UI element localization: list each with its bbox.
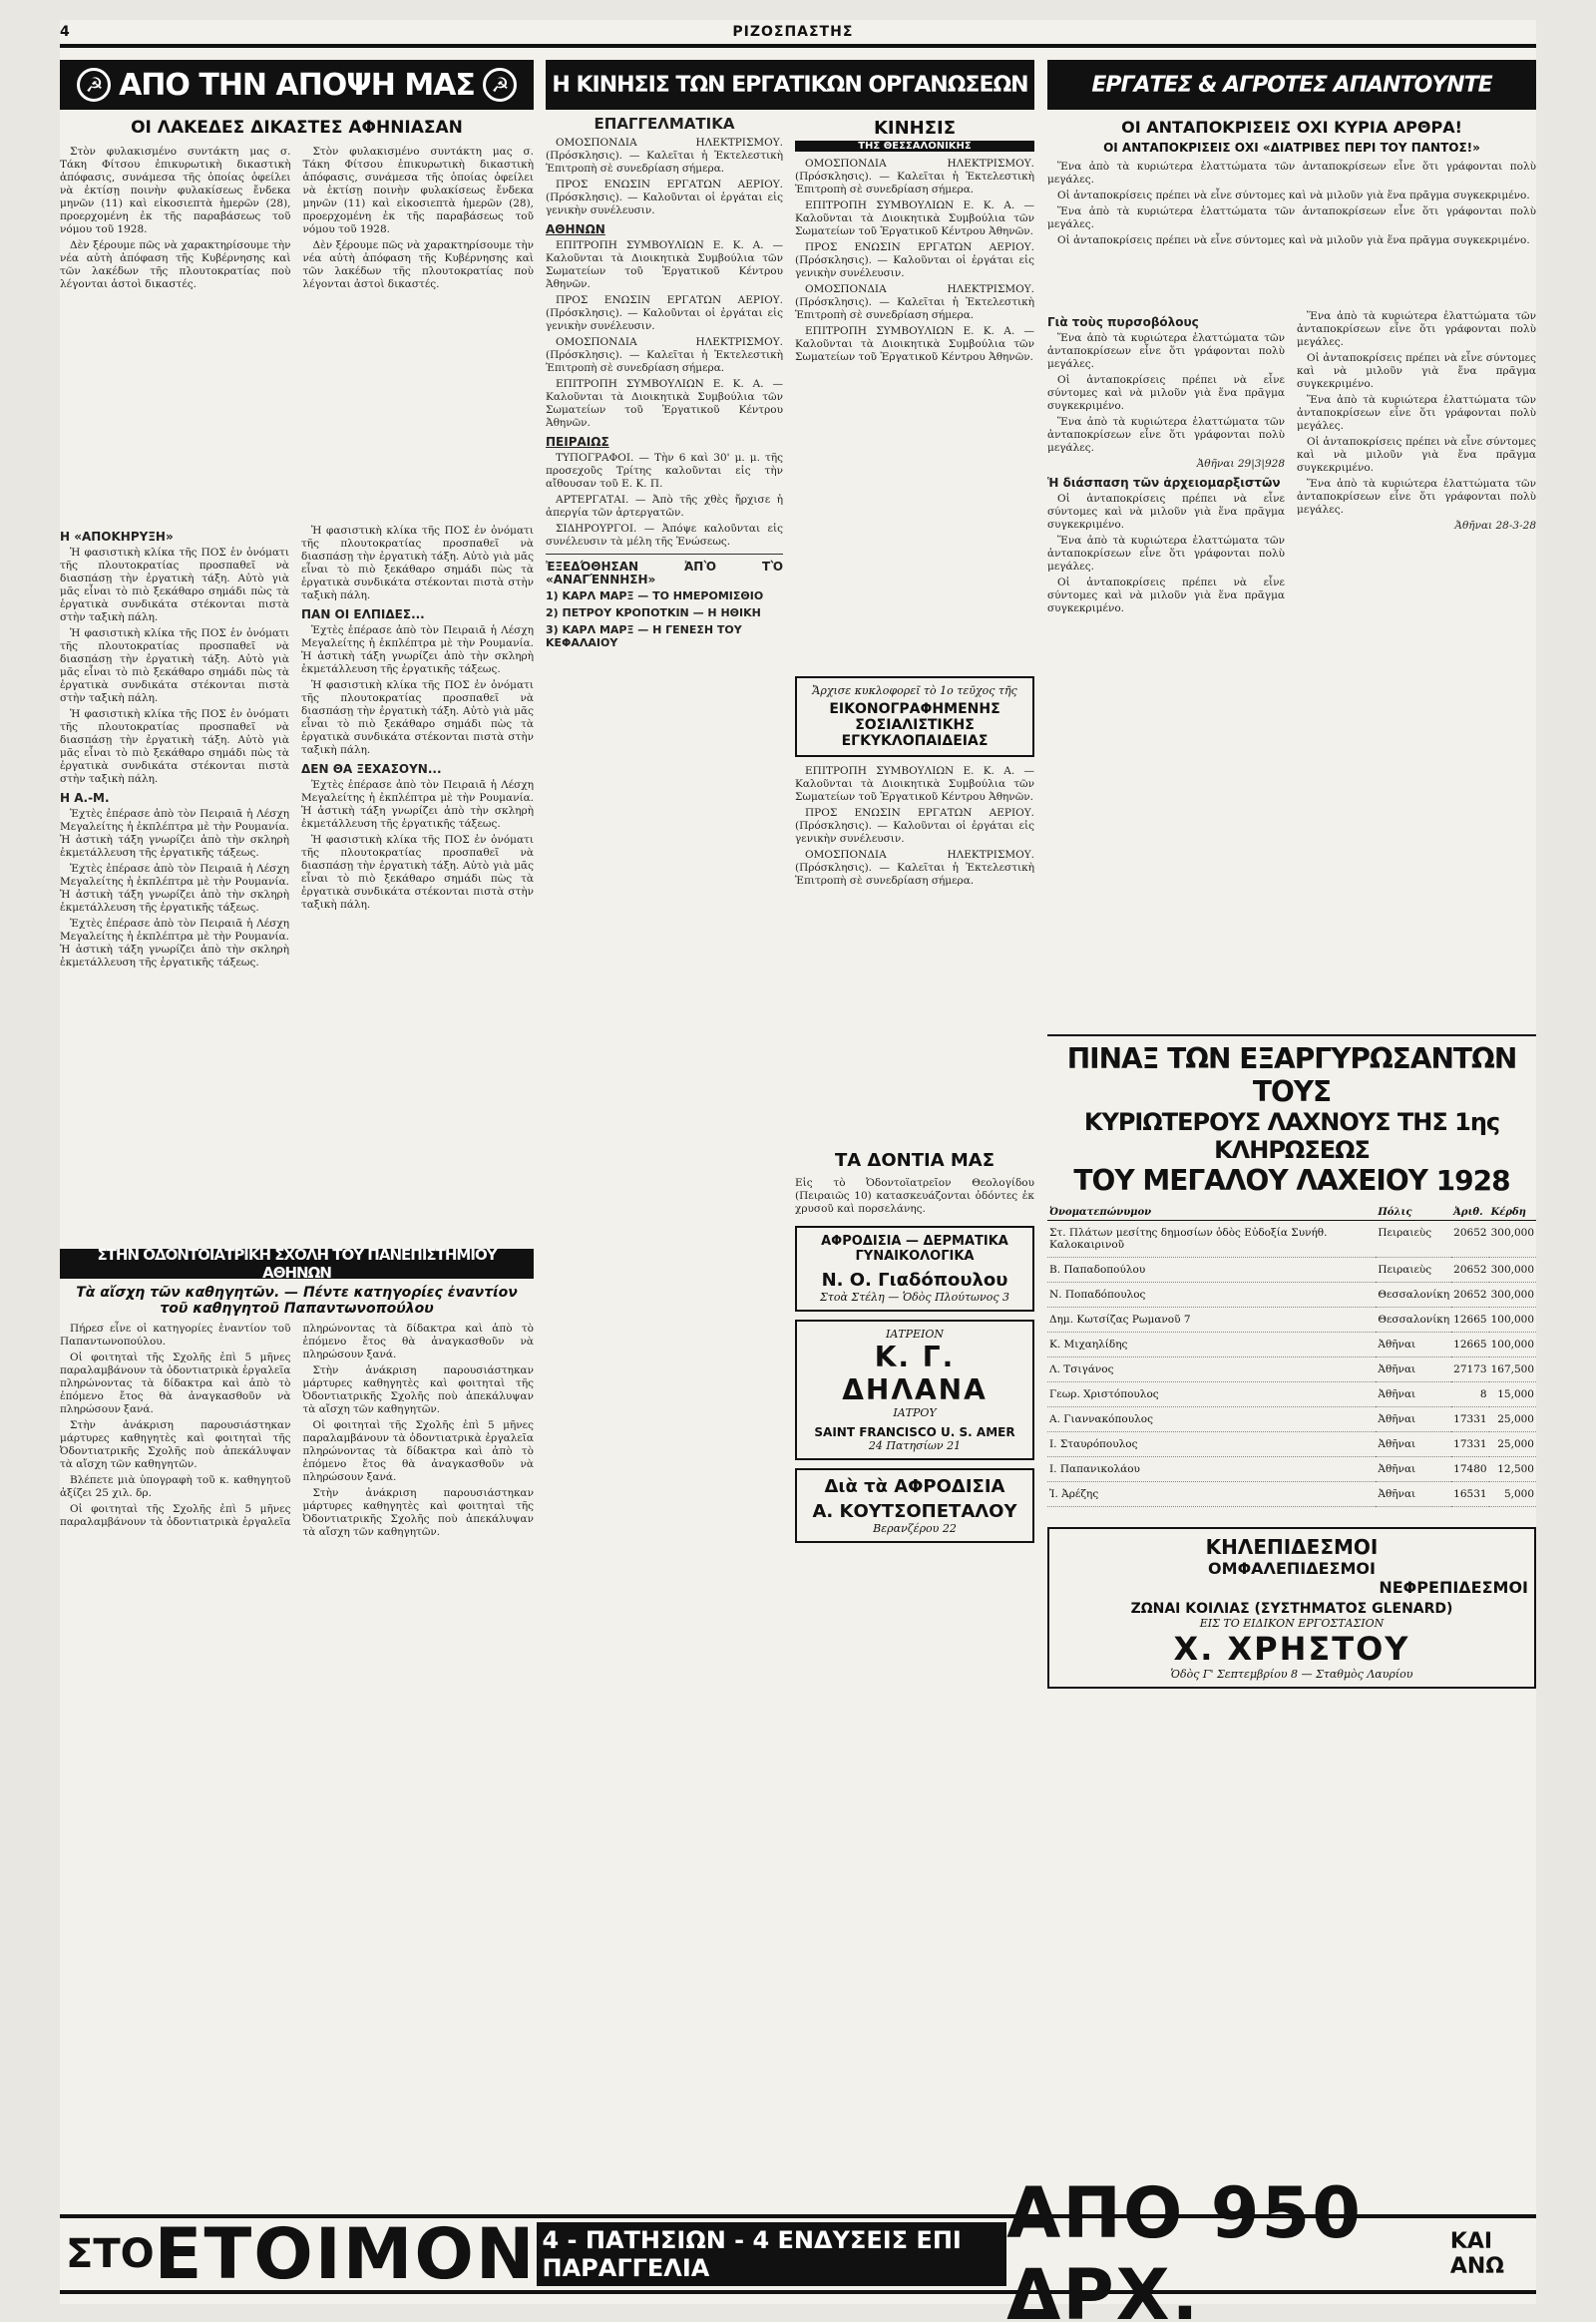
school-paragraph: Στὴν ἀνάκριση παρουσιάστηκαν μάρτυρες καθηγητὲς καὶ φοιτηταὶ τῆς Ὀδοντιατρικῆς Σχολῆς ποὺ ἀπεκάλυψαν τὰ αἴσχη τῶν καθηγητῶν. [302,1487,534,1538]
section-paragraph: Ἐχτὲς ἐπέρασε ἀπὸ τὸν Πειραιᾶ ἡ Λέσχη Μεγαλείτης ἡ ἐκπλέπτρα μὲ τὴν Ρουμανία. Ἡ ἀστικὴ τάξη γνωρίζει ἀπὸ τὴν σκληρὴ ἐκμετάλλευση τῆς ἐργατικῆς τάξεως. [301,624,534,675]
lottery-cell: Ἀθῆναι [1376,1382,1451,1407]
lottery-cell: Ἀθῆναι [1376,1357,1451,1382]
section-paragraph: Ἕνα ἀπὸ τὰ κυριώτερα ἐλαττώματα τῶν ἀνταποκρίσεων εἶνε ὅτι γράφονται πολὺ μεγάλες. [1297,478,1536,516]
bottom-advertisement [60,2172,1536,2322]
teeth-title: ΤΑ ΔΟΝΤΙΑ ΜΑΣ [834,1150,996,1171]
section-paragraph: Ἕνα ἀπὸ τὰ κυριώτερα ἐλαττώματα τῶν ἀνταποκρίσεων εἶνε ὅτι γράφονται πολὺ μεγάλες. [1047,332,1285,370]
section-paragraph: Ἡ φασιστικὴ κλίκα τῆς ΠΟΣ ἐν ὀνόματι τῆς πλουτοκρατίας προσπαθεῖ νὰ διασπάσῃ τὴν ἐργατικὴ τάξη. Αὐτὸ γιὰ μᾶς εἶναι τὸ πιὸ ξεκάθαρο σημάδι πὼς τὰ ἐργατικὰ συνδικάτα στέκονται πιστὰ στὴν ταξικὴ πάλη. [301,525,534,601]
section-paragraph: Ἕνα ἀπὸ τὰ κυριώτερα ἐλαττώματα τῶν ἀνταποκρίσεων εἶνε ὅτι γράφονται πολὺ μεγάλες. [1297,310,1536,348]
lottery-header: Ὀνοματεπώνυμον [1047,1205,1376,1221]
doctor-ad-1 [795,1226,1034,1312]
publications-title: ἘΞΕΔΌΘΗΣΑΝ ἈΠῸ ΤῸ «ΑΝΑΓΈΝΝΗΣΗ» [546,560,783,586]
subcolumn [1297,310,1536,1028]
ad-line: SAINT FRANCISCO U. S. AMER [814,1425,1015,1439]
subcolumn-labor [546,115,783,2182]
bottom-ad-part: 4 - ΠΑΤΗΣΙΩΝ - 4 ΕΝΔΥΣΕΙΣ ΕΠΙ ΠΑΡΑΓΓΕΛΙΑ [537,2222,1007,2286]
lottery-cell: Θεσσαλονίκη [1376,1283,1451,1308]
ad-line: ΚΗΛΕΠΙΔΕΣΜΟΙ [1205,1535,1379,1559]
section-paragraph: Ἐχτὲς ἐπέρασε ἀπὸ τὸν Πειραιᾶ ἡ Λέσχη Μεγαλείτης ἡ ἐκπλέπτρα μὲ τὴν Ρουμανία. Ἡ ἀστικὴ τάξη γνωρίζει ἀπὸ τὴν σκληρὴ ἐκμετάλλευση τῆς ἐργατικῆς τάξεως. [301,779,534,830]
labor-headline: ΕΠΑΓΓΕΛΜΑΤΙΚΑ [594,115,735,133]
lottery-title: ΤΟΥ ΜΕΓΑΛΟΥ ΛΑΧΕΙΟΥ 1928 [1073,1164,1510,1197]
section-paragraph: Ἐχτὲς ἐπέρασε ἀπὸ τὸν Πειραιᾶ ἡ Λέσχη Μεγαλείτης ἡ ἐκπλέπτρα μὲ τὴν Ρουμανία. Ἡ ἀστικὴ τάξη γνωρίζει ἀπὸ τὴν σκληρὴ ἐκμετάλλευση τῆς ἐργατικῆς τάξεως. [60,863,289,914]
movement-subtitle: ΤΗΣ ΘΕΣΣΑΛΟΝΙΚΗΣ [795,141,1034,152]
section-title: Η «ΑΠΟΚΗΡΥΞΗ» [60,530,174,544]
lottery-cell: 12,500 [1489,1457,1536,1482]
article-paragraph: Δὲν ξέρουμε πῶς νὰ χαρακτηρίσουμε τὴν νέα αὐτὴ ἀπόφαση τῆς Κυβέρνησης καὶ τῶν λακέδων τῆς πλουτοκρατίας ποὺ λέγονται ἀστοὶ δικαστές. [60,239,291,290]
lottery-cell: 27173 [1451,1357,1488,1382]
lottery-cell: Ἀθῆναι [1376,1457,1451,1482]
section-paragraph: Ἕνα ἀπὸ τὰ κυριώτερα ἐλαττώματα τῶν ἀνταποκρίσεων εἶνε ὅτι γράφονται πολὺ μεγάλες. [1047,416,1285,454]
subcolumn [1047,310,1285,1028]
paper-name: ΡΙΖΟΣΠΑΣΤΗΣ [732,24,854,40]
lottery-cell: 8 [1451,1382,1488,1407]
section-paragraph: Ἡ φασιστικὴ κλίκα τῆς ΠΟΣ ἐν ὀνόματι τῆς πλουτοκρατίας προσπαθεῖ νὰ διασπάσῃ τὴν ἐργατικὴ τάξη. Αὐτὸ γιὰ μᾶς εἶναι τὸ πιὸ ξεκάθαρο σημάδι πὼς τὰ ἐργατικὰ συνδικάτα στέκονται πιστὰ στὴν ταξικὴ πάλη. [301,679,534,756]
lottery-cell: Ι. Σταυρόπουλος [1047,1432,1376,1457]
labor-paragraph: ΕΠΙΤΡΟΠΗ ΣΥΜΒΟΥΛΙΩΝ Ε. Κ. Α. — Καλοῦνται τὰ Διοικητικὰ Συμβούλια τῶν Σωματείων τοῦ Ἐργατικοῦ Κέντρου Ἀθηνῶν. [546,378,783,429]
lower-columns [60,525,534,1243]
lottery-cell: 12665 [1451,1308,1488,1333]
encyclopedia-ad-intro: Ἄρχισε κυκλοφορεῖ τὸ 1ο τεῦχος τῆς [812,684,1017,697]
section-piraeus: ΠΕΙΡΑΙΩΣ [546,435,609,449]
section-title: ΠΑΝ ΟΙ ΕΛΠΙΔΕΣ... [301,607,425,621]
lottery-row [1047,1333,1536,1357]
correspondence-headline: ΟΙ ΑΝΤΑΠΟΚΡΙΣΕΙΣ ΟΧΙ ΚΥΡΙΑ ΑΡΘΡΑ! [1121,118,1462,137]
lottery-cell: Ἀθῆναι [1376,1407,1451,1432]
lottery-row [1047,1432,1536,1457]
section-paragraph: Οἱ ἀνταποκρίσεις πρέπει νὰ εἶνε σύντομες καὶ νὰ μιλοῦν γιὰ ἕνα πρᾶγμα συγκεκριμένο. [1297,436,1536,474]
school-paragraph: Στὴν ἀνάκριση παρουσιάστηκαν μάρτυρες καθηγητὲς καὶ φοιτηταὶ τῆς Ὀδοντιατρικῆς Σχολῆς ποὺ ἀπεκάλυψαν τὰ αἴσχη τῶν καθηγητῶν. [60,1419,291,1470]
bottom-ad-part: ΣΤΟ [66,2231,155,2277]
correspondence-paragraph: Οἱ ἀνταποκρίσεις πρέπει νὰ εἶνε σύντομες καὶ νὰ μιλοῦν γιὰ ἕνα πρᾶγμα συγκεκριμένο. [1057,190,1530,201]
ad-line: ΖΩΝΑΙ ΚΟΙΛΙΑΣ (ΣΥΣΤΗΜΑΤΟΣ GLENARD) [1130,1601,1453,1617]
lottery-cell: 100,000 [1489,1308,1536,1333]
lottery-header: Κέρδη [1489,1205,1536,1221]
lottery-cell: 16531 [1451,1482,1488,1507]
lottery-title: ΠΙΝΑΞ ΤΩΝ ΕΞΑΡΓΥΡΩΣΑΝΤΩΝ ΤΟΥΣ [1066,1042,1517,1108]
correspondence-paragraph: Ἕνα ἀπὸ τὰ κυριώτερα ἐλαττώματα τῶν ἀνταποκρίσεων εἶνε ὅτι γράφονται πολὺ μεγάλες. [1047,205,1536,230]
lottery-cell: Λ. Τσιγάνος [1047,1357,1376,1382]
orthopedic-ad [1047,1527,1536,1689]
column-left [60,60,534,2204]
hammer-sickle-icon: ☭ [77,68,111,102]
school-paragraph: Πήρεσ εἶνε οἱ κατηγορίες ἐναντίον τοῦ Παπαντωνοπούλου. [60,1323,291,1348]
lottery-cell: 300,000 [1489,1283,1536,1308]
section-title: ΔΕΝ ΘΑ ΞΕΧΑΣΟΥΝ... [301,762,442,776]
contents-paragraph: ΕΠΙΤΡΟΠΗ ΣΥΜΒΟΥΛΙΩΝ Ε. Κ. Α. — Καλοῦνται τὰ Διοικητικὰ Συμβούλια τῶν Σωματείων τοῦ Ἐργατικοῦ Κέντρου Ἀθηνῶν. [795,765,1034,803]
section-athens: ΑΘΗΝΩΝ [546,222,605,236]
lottery-row [1047,1221,1536,1258]
ad-line: Βερανζέρου 22 [873,1522,957,1535]
middle-subcolumns [546,115,1034,2182]
ad-line: Διὰ τὰ ΑΦΡΟΔΙΣΙΑ [824,1476,1005,1497]
section-title: Ἡ διάσπαση τῶν ἀρχειομαρξιστῶν [1047,476,1281,490]
lottery-header: Ἀριθ. [1451,1205,1488,1221]
lottery-cell: Στ. Πλάτων μεσίτης δημοσίων ὁδὸς Εὐδοξία Συνήθ. Καλοκαιρινοῦ [1047,1221,1376,1258]
section-paragraph: Ἡ φασιστικὴ κλίκα τῆς ΠΟΣ ἐν ὀνόματι τῆς πλουτοκρατίας προσπαθεῖ νὰ διασπάσῃ τὴν ἐργατικὴ τάξη. Αὐτὸ γιὰ μᾶς εἶναι τὸ πιὸ ξεκάθαρο σημάδι πὼς τὰ ἐργατικὰ συνδικάτα στέκονται πιστὰ στὴν ταξικὴ πάλη. [60,547,289,623]
divider [546,554,783,555]
lottery-cell: 25,000 [1489,1407,1536,1432]
lottery-cell: Ἀθῆναι [1376,1333,1451,1357]
section-paragraph: Ἐχτὲς ἐπέρασε ἀπὸ τὸν Πειραιᾶ ἡ Λέσχη Μεγαλείτης ἡ ἐκπλέπτρα μὲ τὴν Ρουμανία. Ἡ ἀστικὴ τάξη γνωρίζει ἀπὸ τὴν σκληρὴ ἐκμετάλλευση τῆς ἐργατικῆς τάξεως. [60,918,289,968]
lottery-table [1047,1205,1536,1507]
correspondence-columns [1047,310,1536,1028]
lottery-row [1047,1308,1536,1333]
newspaper-page [60,20,1536,2322]
column-middle-banner: Η ΚΙΝΗΣΙΣ ΤΩΝ ΕΡΓΑΤΙΚΩΝ ΟΡΓΑΝΩΣΕΩΝ [546,60,1034,110]
lottery-cell: 12665 [1451,1333,1488,1357]
lottery-cell: 15,000 [1489,1382,1536,1407]
correspondence-paragraph: Οἱ ἀνταποκρίσεις πρέπει νὰ εἶνε σύντομες καὶ νὰ μιλοῦν γιὰ ἕνα πρᾶγμα συγκεκριμένο. [1057,234,1530,246]
school-body [60,1323,534,2041]
teeth-body: Εἰς τὸ Ὀδοντοϊατρεῖον Θεολογίδου (Πειραιῶς 10) κατασκευάζονται ὀδόντες ἐκ χρυσοῦ καὶ πορσελάνης. [795,1177,1034,1215]
lottery-cell: 5,000 [1489,1482,1536,1507]
school-paragraph: Οἱ φοιτηταὶ τῆς Σχολῆς ἐπὶ 5 μῆνες παραλαμβάνουν τὰ ὀδοντιατρικὰ ἐργαλεῖα πληρώνοντας τὰ δίδακτρα καὶ ἀπὸ τὸ ἐπόμενο ἔτος θὰ ἀναγκασθοῦν νὰ πληρώσουν ξανά. [60,1323,534,1528]
piraeus-paragraph: ΑΡΤΕΡΓΑΤΑΙ. — Ἀπὸ τῆς χθὲς ἤρχισε ἡ ἀπεργία τῶν ἀρτεργατῶν. [546,494,783,519]
column-left-banner [60,60,534,110]
correspondence-subheadline: ΟΙ ΑΝΤΑΠΟΚΡΙΣΕΙΣ ΟΧΙ «ΔΙΑΤΡΙΒΕΣ ΠΕΡΙ ΤΟΥ ΠΑΝΤΟΣ!» [1103,141,1480,155]
movement-body [795,158,1034,676]
labor-paragraph: ΟΜΟΣΠΟΝΔΙΑ ΗΛΕΚΤΡΙΣΜΟΥ. (Πρόσκλησις). — Καλεῖται ἡ Ἐκτελεστικὴ Ἐπιτροπὴ σὲ συνεδρίαση σήμερα. [546,336,783,374]
banner-title: ΑΠΟ ΤΗΝ ΑΠΟΨΗ ΜΑΣ [119,67,475,103]
ad-line: Χ. ΧΡΗΣΤΟΥ [1173,1630,1410,1668]
lottery-cell: Θεσσαλονίκη [1376,1308,1451,1333]
lottery-cell: Ἀθῆναι [1376,1432,1451,1457]
lottery-cell: 17480 [1451,1457,1488,1482]
lottery-row [1047,1457,1536,1482]
lottery-cell: 17331 [1451,1407,1488,1432]
lottery-cell: Κ. Μιχαηλίδης [1047,1333,1376,1357]
section-paragraph: Ἕνα ἀπὸ τὰ κυριώτερα ἐλαττώματα τῶν ἀνταποκρίσεων εἶνε ὅτι γράφονται πολὺ μεγάλες. [1297,394,1536,432]
lottery-row [1047,1357,1536,1382]
section-paragraph: Οἱ ἀνταποκρίσεις πρέπει νὰ εἶνε σύντομες καὶ νὰ μιλοῦν γιὰ ἕνα πρᾶγμα συγκεκριμένο. [1047,493,1285,531]
column-right [1047,60,1536,2204]
signature: Ἀθῆναι 28-3-28 [1454,520,1536,532]
ad-line: ΝΕΦΡΕΠΙΔΕΣΜΟΙ [1379,1578,1528,1597]
lottery-cell: Ι. Παπανικολάου [1047,1457,1376,1482]
lottery-title: ΚΥΡΙΩΤΕΡΟΥΣ ΛΑΧΝΟΥΣ ΤΗΣ 1ης ΚΛΗΡΩΣΕΩΣ [1083,1108,1500,1164]
contents-paragraph: ΠΡΟΣ ΕΝΩΣΙΝ ΕΡΓΑΤΩΝ ΑΕΡΙΟΥ. (Πρόσκλησις). — Καλοῦνται οἱ ἐργάται εἰς γενικὴν συνέλευσιν. [795,807,1034,845]
ad-line: ΙΑΤΡΕΙΟΝ [885,1328,945,1341]
piraeus-paragraph: ΣΙΔΗΡΟΥΡΓΟΙ. — Ἀπόψε καλοῦνται εἰς συνέλευσιν τὰ μέλη τῆς Ἑνώσεως. [546,523,783,548]
movement-paragraph: ΟΜΟΣΠΟΝΔΙΑ ΗΛΕΚΤΡΙΣΜΟΥ. (Πρόσκλησις). — Καλεῖται ἡ Ἐκτελεστικὴ Ἐπιτροπὴ σὲ συνεδρίαση σήμερα. [795,158,1034,195]
subcolumn-movement [795,118,1034,2182]
lottery-cell: 20652 [1451,1283,1488,1308]
lottery-header: Πόλις [1376,1205,1451,1221]
school-paragraph: Βλέπετε μιὰ ὑπογραφὴ τοῦ κ. καθηγητοῦ ἀξίζει 25 χιλ. δρ. [60,1474,291,1499]
labor-paragraph: ΕΠΙΤΡΟΠΗ ΣΥΜΒΟΥΛΙΩΝ Ε. Κ. Α. — Καλοῦνται τὰ Διοικητικὰ Συμβούλια τῶν Σωματείων τοῦ Ἐργατικοῦ Κέντρου Ἀθηνῶν. [546,239,783,290]
hammer-sickle-icon: ☭ [483,68,517,102]
movement-paragraph: ΟΜΟΣΠΟΝΔΙΑ ΗΛΕΚΤΡΙΣΜΟΥ. (Πρόσκλησις). — Καλεῖται ἡ Ἐκτελεστικὴ Ἐπιτροπὴ σὲ συνεδρίαση σήμερα. [795,283,1034,321]
article-paragraph: Στὸν φυλακισμένο συντάκτη μας σ. Τάκη Φίτσου ἐπικυρωτικὴ δικαστικὴ ἀπόφασις, συνάμεσα τῆς ὁποίας ὀφείλει νὰ ἐκτίσῃ ποινὴν φυλακίσεως ἔνδεκα μηνῶν (11) καὶ εἰκοσιεπτὰ ἡμερῶν (28), προερχομένη ἐκ τῆς παραβάσεως τοῦ νόμου τοῦ 1928. [302,146,534,235]
labor-paragraph: ΠΡΟΣ ΕΝΩΣΙΝ ΕΡΓΑΤΩΝ ΑΕΡΙΟΥ. (Πρόσκλησις). — Καλοῦνται οἱ ἐργάται εἰς γενικὴν συνέλευσιν. [546,179,783,216]
lottery-cell: Ἰ. Ἀρέζης [1047,1482,1376,1507]
lottery-cell: Ἀθῆναι [1376,1482,1451,1507]
lottery-cell: 25,000 [1489,1432,1536,1457]
ad-line: Κ. Γ. ΔΗΛΑΝΑ [842,1341,988,1406]
lottery-cell: Β. Παπαδοπούλου [1047,1258,1376,1283]
school-paragraph: Οἱ φοιτηταὶ τῆς Σχολῆς ἐπὶ 5 μῆνες παραλαμβάνουν τὰ ὀδοντιατρικὰ ἐργαλεῖα πληρώνοντας τὰ δίδακτρα καὶ ἀπὸ τὸ ἐπόμενο ἔτος θὰ ἀναγκασθοῦν νὰ πληρώσουν ξανά. [302,1419,534,1483]
section-paragraph: Ἐχτὲς ἐπέρασε ἀπὸ τὸν Πειραιᾶ ἡ Λέσχη Μεγαλείτης ἡ ἐκπλέπτρα μὲ τὴν Ρουμανία. Ἡ ἀστικὴ τάξη γνωρίζει ἀπὸ τὴν σκληρὴ ἐκμετάλλευση τῆς ἐργατικῆς τάξεως. [60,808,289,859]
section-paragraph: Οἱ ἀνταποκρίσεις πρέπει νὰ εἶνε σύντομες καὶ νὰ μιλοῦν γιὰ ἕνα πρᾶγμα συγκεκριμένο. [1297,352,1536,390]
publication-item: 1) ΚΑΡΛ ΜΑΡΞ — ΤΟ ΗΜΕΡΟΜΙΣΘΙΟ [546,589,764,602]
lottery-cell: Πειραιεὺς [1376,1258,1451,1283]
ad-line: Ν. Ο. Γιαδόπουλου [821,1270,1008,1291]
article-paragraph: Δὲν ξέρουμε πῶς νὰ χαρακτηρίσουμε τὴν νέα αὐτὴ ἀπόφαση τῆς Κυβέρνησης καὶ τῶν λακέδων τῆς πλουτοκρατίας ποὺ λέγονται ἀστοὶ δικαστές. [302,239,534,290]
masthead [60,20,1536,48]
school-paragraph: Στὴν ἀνάκριση παρουσιάστηκαν μάρτυρες καθηγητὲς καὶ φοιτηταὶ τῆς Ὀδοντιατρικῆς Σχολῆς ποὺ ἀπεκάλυψαν τὰ αἴσχη τῶν καθηγητῶν. [302,1364,534,1415]
school-headline: Τὰ αἴσχη τῶν καθηγητῶν. — Πέντε κατηγορίες ἐναντίον τοῦ καθηγητοῦ Παπαντωνοπούλου [76,1285,518,1317]
article-body [60,146,534,525]
lottery-header-row [1047,1205,1536,1221]
lottery-cell: Γεωρ. Χριστόπουλος [1047,1382,1376,1407]
correspondence-paragraph: Ἕνα ἀπὸ τὰ κυριώτερα ἐλαττώματα τῶν ἀνταποκρίσεων εἶνε ὅτι γράφονται πολὺ μεγάλες. [1047,161,1536,186]
ad-line: Ὁδὸς Γ' Σεπτεμβρίου 8 — Σταθμὸς Λαυρίου [1170,1668,1413,1681]
lottery-row [1047,1482,1536,1507]
school-banner: ΣΤΗΝ ΟΔΟΝΤΟΙΑΤΡΙΚΗ ΣΧΟΛΗ ΤΟΥ ΠΑΝΕΠΙΣΤΗΜΙΟΥ ΑΘΗΝΩΝ [60,1249,534,1279]
article-headline: ΟΙ ΛΑΚΕΔΕΣ ΔΙΚΑΣΤΕΣ ΑΦΗΝΙΑΣΑΝ [131,118,463,138]
lottery-row [1047,1283,1536,1308]
section-paragraph: Ἡ φασιστικὴ κλίκα τῆς ΠΟΣ ἐν ὀνόματι τῆς πλουτοκρατίας προσπαθεῖ νὰ διασπάσῃ τὴν ἐργατικὴ τάξη. Αὐτὸ γιὰ μᾶς εἶναι τὸ πιὸ ξεκάθαρο σημάδι πὼς τὰ ἐργατικὰ συνδικάτα στέκονται πιστὰ στὴν ταξικὴ πάλη. [60,627,289,704]
movement-paragraph: ΕΠΙΤΡΟΠΗ ΣΥΜΒΟΥΛΙΩΝ Ε. Κ. Α. — Καλοῦνται τὰ Διοικητικὰ Συμβούλια τῶν Σωματείων τοῦ Ἐργατικοῦ Κέντρου Ἀθηνῶν. [795,325,1034,363]
column-middle [546,60,1034,2204]
lottery-cell: Πειραιεὺς [1376,1221,1451,1258]
section-paragraph: Οἱ ἀνταποκρίσεις πρέπει νὰ εἶνε σύντομες καὶ νὰ μιλοῦν γιὰ ἕνα πρᾶγμα συγκεκριμένο. [1047,577,1285,614]
school-paragraph: Οἱ φοιτηταὶ τῆς Σχολῆς ἐπὶ 5 μῆνες παραλαμβάνουν τὰ ὀδοντιατρικὰ ἐργαλεῖα πληρώνοντας τὰ δίδακτρα καὶ ἀπὸ τὸ ἐπόμενο ἔτος θὰ ἀναγκασθοῦν νὰ πληρώσουν ξανά. [60,1352,291,1415]
section-title: Η Α.-Μ. [60,791,110,805]
ad-line: 24 Πατησίων 21 [868,1439,962,1452]
bottom-ad-part: ΑΠΟ 950 ΔΡΧ. [1006,2172,1363,2322]
section-paragraph: Ἡ φασιστικὴ κλίκα τῆς ΠΟΣ ἐν ὀνόματι τῆς πλουτοκρατίας προσπαθεῖ νὰ διασπάσῃ τὴν ἐργατικὴ τάξη. Αὐτὸ γιὰ μᾶς εἶναι τὸ πιὸ ξεκάθαρο σημάδι πὼς τὰ ἐργατικὰ συνδικάτα στέκονται πιστὰ στὴν ταξικὴ πάλη. [60,708,289,785]
ad-line: Α. ΚΟΥΤΣΟΠΕΤΑΛΟΥ [812,1501,1017,1522]
ad-line: ΕΙΣ ΤΟ ΕΙΔΙΚΟΝ ΕΡΓΟΣΤΑΣΙΟΝ [1199,1617,1385,1630]
lottery-cell: 300,000 [1489,1221,1536,1258]
divider [1047,1034,1536,1036]
ad-line: ΓΥΝΑΙΚΟΛΟΓΙΚΑ [855,1249,975,1264]
doctor-ad-3 [795,1468,1034,1543]
encyclopedia-ad-title: ΕΙΚΟΝΟΓΡΑΦΗΜΕΝΗΣ ΣΟΣΙΑΛΙΣΤΙΚΗΣ ΕΓΚΥΚΛΟΠΑΙΔΕΙΑΣ [829,701,1000,749]
movement-title: ΚΙΝΗΣΙΣ [873,118,957,139]
doctor-ad-2 [795,1320,1034,1460]
lottery-row [1047,1407,1536,1432]
page-number: 4 [60,24,70,40]
labor-paragraph: ΠΡΟΣ ΕΝΩΣΙΝ ΕΡΓΑΤΩΝ ΑΕΡΙΟΥ. (Πρόσκλησις). — Καλοῦνται οἱ ἐργάται εἰς γενικὴν συνέλευσιν. [546,294,783,332]
ad-line: ΟΜΦΑΛΕΠΙΔΕΣΜΟΙ [1208,1559,1376,1578]
section-paragraph: Ἕνα ἀπὸ τὰ κυριώτερα ἐλαττώματα τῶν ἀνταποκρίσεων εἶνε ὅτι γράφονται πολὺ μεγάλες. [1047,535,1285,573]
lottery-cell: 20652 [1451,1258,1488,1283]
bottom-ad-part: ΚΑΙ ΑΝΩ [1449,2229,1504,2279]
ad-line: ΙΑΤΡΟΥ [893,1406,937,1419]
lottery-cell: 167,500 [1489,1357,1536,1382]
encyclopedia-ad [795,676,1034,757]
lottery-row [1047,1258,1536,1283]
subcolumn [60,525,289,1243]
piraeus-paragraph: ΤΥΠΟΓΡΑΦΟΙ. — Τὴν 6 καὶ 30' μ. μ. τῆς προσεχοῦς Τρίτης καλοῦνται εἰς τὴν αἴθουσαν τοῦ Ε. Κ. Π. [546,452,783,490]
signature: Ἀθῆναι 29|3|928 [1196,458,1285,470]
lottery-cell: 300,000 [1489,1258,1536,1283]
section-title: Γιὰ τοὺς πυρσοβόλους [1047,315,1199,329]
movement-paragraph: ΕΠΙΤΡΟΠΗ ΣΥΜΒΟΥΛΙΩΝ Ε. Κ. Α. — Καλοῦνται τὰ Διοικητικὰ Συμβούλια τῶν Σωματείων τοῦ Ἐργατικοῦ Κέντρου Ἀθηνῶν. [795,199,1034,237]
bottom-ad-part: ΕΤΟΙΜΟΝ [154,2213,537,2295]
publication-item: 3) ΚΑΡΛ ΜΑΡΞ — Η ΓΕΝΕΣΗ ΤΟΥ ΚΕΦΑΛΑΙΟΥ [546,623,742,649]
lottery-cell: 20652 [1451,1221,1488,1258]
labor-paragraph: ΟΜΟΣΠΟΝΔΙΑ ΗΛΕΚΤΡΙΣΜΟΥ. (Πρόσκλησις). — Καλεῖται ἡ Ἐκτελεστικὴ Ἐπιτροπὴ σὲ συνεδρίαση σήμερα. [546,137,783,175]
ad-line: ΑΦΡΟΔΙΣΙΑ — ΔΕΡΜΑΤΙΚΑ [821,1234,1008,1249]
subcolumn [301,525,534,1243]
correspondence-body [1047,161,1536,310]
encyclopedia-contents [795,765,1034,1144]
lottery-row [1047,1382,1536,1407]
column-right-banner: ΕΡΓΑΤΕΣ & ΑΓΡΟΤΕΣ ΑΠΑΝΤΟΥΝΤΕ [1047,60,1536,110]
lottery-cell: Ν. Ποπαδόπουλος [1047,1283,1376,1308]
lottery-cell: Α. Γιαννακόπουλος [1047,1407,1376,1432]
lottery-cell: 17331 [1451,1432,1488,1457]
movement-paragraph: ΠΡΟΣ ΕΝΩΣΙΝ ΕΡΓΑΤΩΝ ΑΕΡΙΟΥ. (Πρόσκλησις). — Καλοῦνται οἱ ἐργάται εἰς γενικὴν συνέλευσιν. [795,241,1034,279]
lottery-cell: Δημ. Κωτσίζας Ρωμανοῦ 7 [1047,1308,1376,1333]
article-paragraph: Στὸν φυλακισμένο συντάκτη μας σ. Τάκη Φίτσου ἐπικυρωτικὴ δικαστικὴ ἀπόφασις, συνάμεσα τῆς ὁποίας ὀφείλει νὰ ἐκτίσῃ ποινὴν φυλακίσεως ἔνδεκα μηνῶν (11) καὶ εἰκοσιεπτὰ ἡμερῶν (28), προερχομένη ἐκ τῆς παραβάσεως τοῦ νόμου τοῦ 1928. [60,146,291,235]
contents-paragraph: ΟΜΟΣΠΟΝΔΙΑ ΗΛΕΚΤΡΙΣΜΟΥ. (Πρόσκλησις). — Καλεῖται ἡ Ἐκτελεστικὴ Ἐπιτροπὴ σὲ συνεδρίαση σήμερα. [795,849,1034,887]
section-paragraph: Ἡ φασιστικὴ κλίκα τῆς ΠΟΣ ἐν ὀνόματι τῆς πλουτοκρατίας προσπαθεῖ νὰ διασπάσῃ τὴν ἐργατικὴ τάξη. Αὐτὸ γιὰ μᾶς εἶναι τὸ πιὸ ξεκάθαρο σημάδι πὼς τὰ ἐργατικὰ συνδικάτα στέκονται πιστὰ στὴν ταξικὴ πάλη. [301,834,534,911]
section-paragraph: Οἱ ἀνταποκρίσεις πρέπει νὰ εἶνε σύντομες καὶ νὰ μιλοῦν γιὰ ἕνα πρᾶγμα συγκεκριμένο. [1047,374,1285,412]
publication-item: 2) ΠΕΤΡΟΥ ΚΡΟΠΟΤΚΙΝ — Η ΗΘΙΚΗ [546,606,761,619]
ad-line: Στοὰ Στέλη — Ὁδὸς Πλούτωνος 3 [820,1291,1009,1304]
lottery-cell: 100,000 [1489,1333,1536,1357]
